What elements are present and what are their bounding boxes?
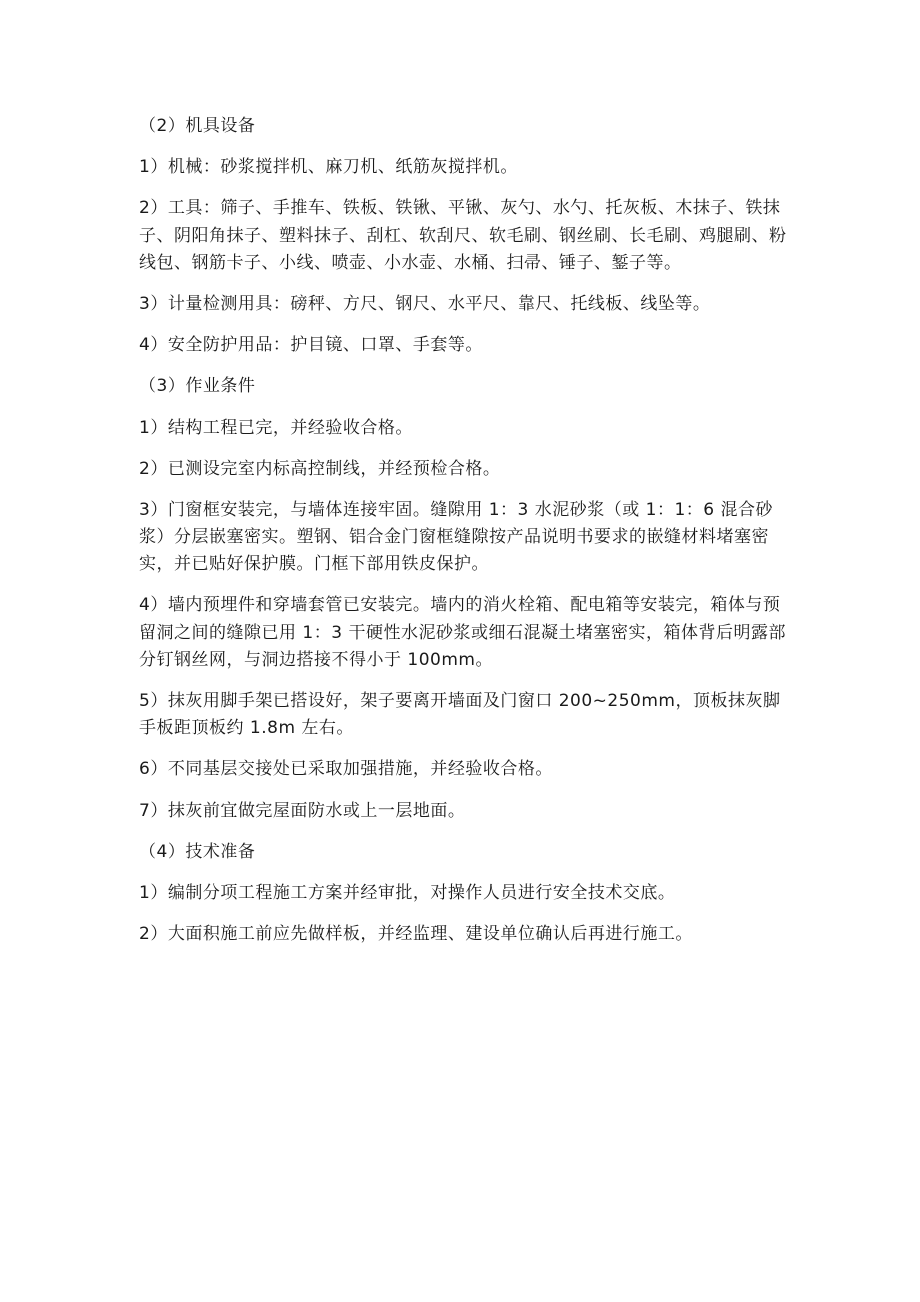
paragraph-condition-5: 5）抹灰用脚手架已搭设好，架子要离开墙面及门窗口 200~250mm，顶板抹灰脚手板距顶板约 1.8m 左右。 — [139, 691, 781, 739]
paragraph-tech-prep-2: 2）大面积施工前应先做样板，并经监理、建设单位确认后再进行施工。 — [139, 924, 693, 945]
paragraph-condition-3: 3）门窗框安装完，与墙体连接牢固。缝隙用 1：3 水泥砂浆（或 1：1：6 混合砂浆）分层嵌塞密实。塑钢、铝合金门窗框缝隙按产品说明书要求的嵌缝材料堵塞密实，并已贴好保护膜。门框下部用铁皮保护。 — [139, 499, 774, 575]
paragraph-condition-7: 7）抹灰前宜做完屋面防水或上一层地面。 — [139, 800, 466, 821]
document-body — [139, 113, 789, 962]
paragraph-condition-6: 6）不同基层交接处已采取加强措施，并经验收合格。 — [139, 759, 553, 780]
paragraph-condition-4: 4）墙内预埋件和穿墙套管已安装完。墙内的消火栓箱、配电箱等安装完，箱体与预留洞之间的缝隙已用 1：3 干硬性水泥砂浆或细石混凝土堵塞密实，箱体背后明露部分钉钢丝网，与洞边搭接不得小于 100mm。 — [139, 595, 786, 670]
paragraph-condition-1: 1）结构工程已完，并经验收合格。 — [139, 417, 413, 438]
paragraph-machinery: 1）机械：砂浆搅拌机、麻刀机、纸筋灰搅拌机。 — [139, 157, 518, 178]
section-heading-equipment: （2）机具设备 — [139, 116, 256, 136]
section-heading-work-conditions: （3）作业条件 — [139, 376, 256, 397]
paragraph-tools: 2）工具：筛子、手推车、铁板、铁锹、平锹、灰勺、水勺、托灰板、木抹子、铁抹子、阴阳角抹子、塑料抹子、刮杠、软刮尺、软毛刷、钢丝刷、长毛刷、鸡腿刷、粉线包、钢筋卡子、小线、喷壶、小水壶、水桶、扫帚、锤子、錾子等。 — [139, 198, 787, 273]
paragraph-safety-gear: 4）安全防护用品：护目镜、口罩、手套等。 — [139, 335, 483, 356]
paragraph-tech-prep-1: 1）编制分项工程施工方案并经审批，对操作人员进行安全技术交底。 — [139, 882, 676, 903]
paragraph-condition-2: 2）已测设完室内标高控制线，并经预检合格。 — [139, 458, 501, 479]
section-heading-technical-prep: （4）技术准备 — [139, 841, 256, 862]
paragraph-measuring-tools: 3）计量检测用具：磅秤、方尺、钢尺、水平尺、靠尺、托线板、线坠等。 — [139, 293, 711, 314]
